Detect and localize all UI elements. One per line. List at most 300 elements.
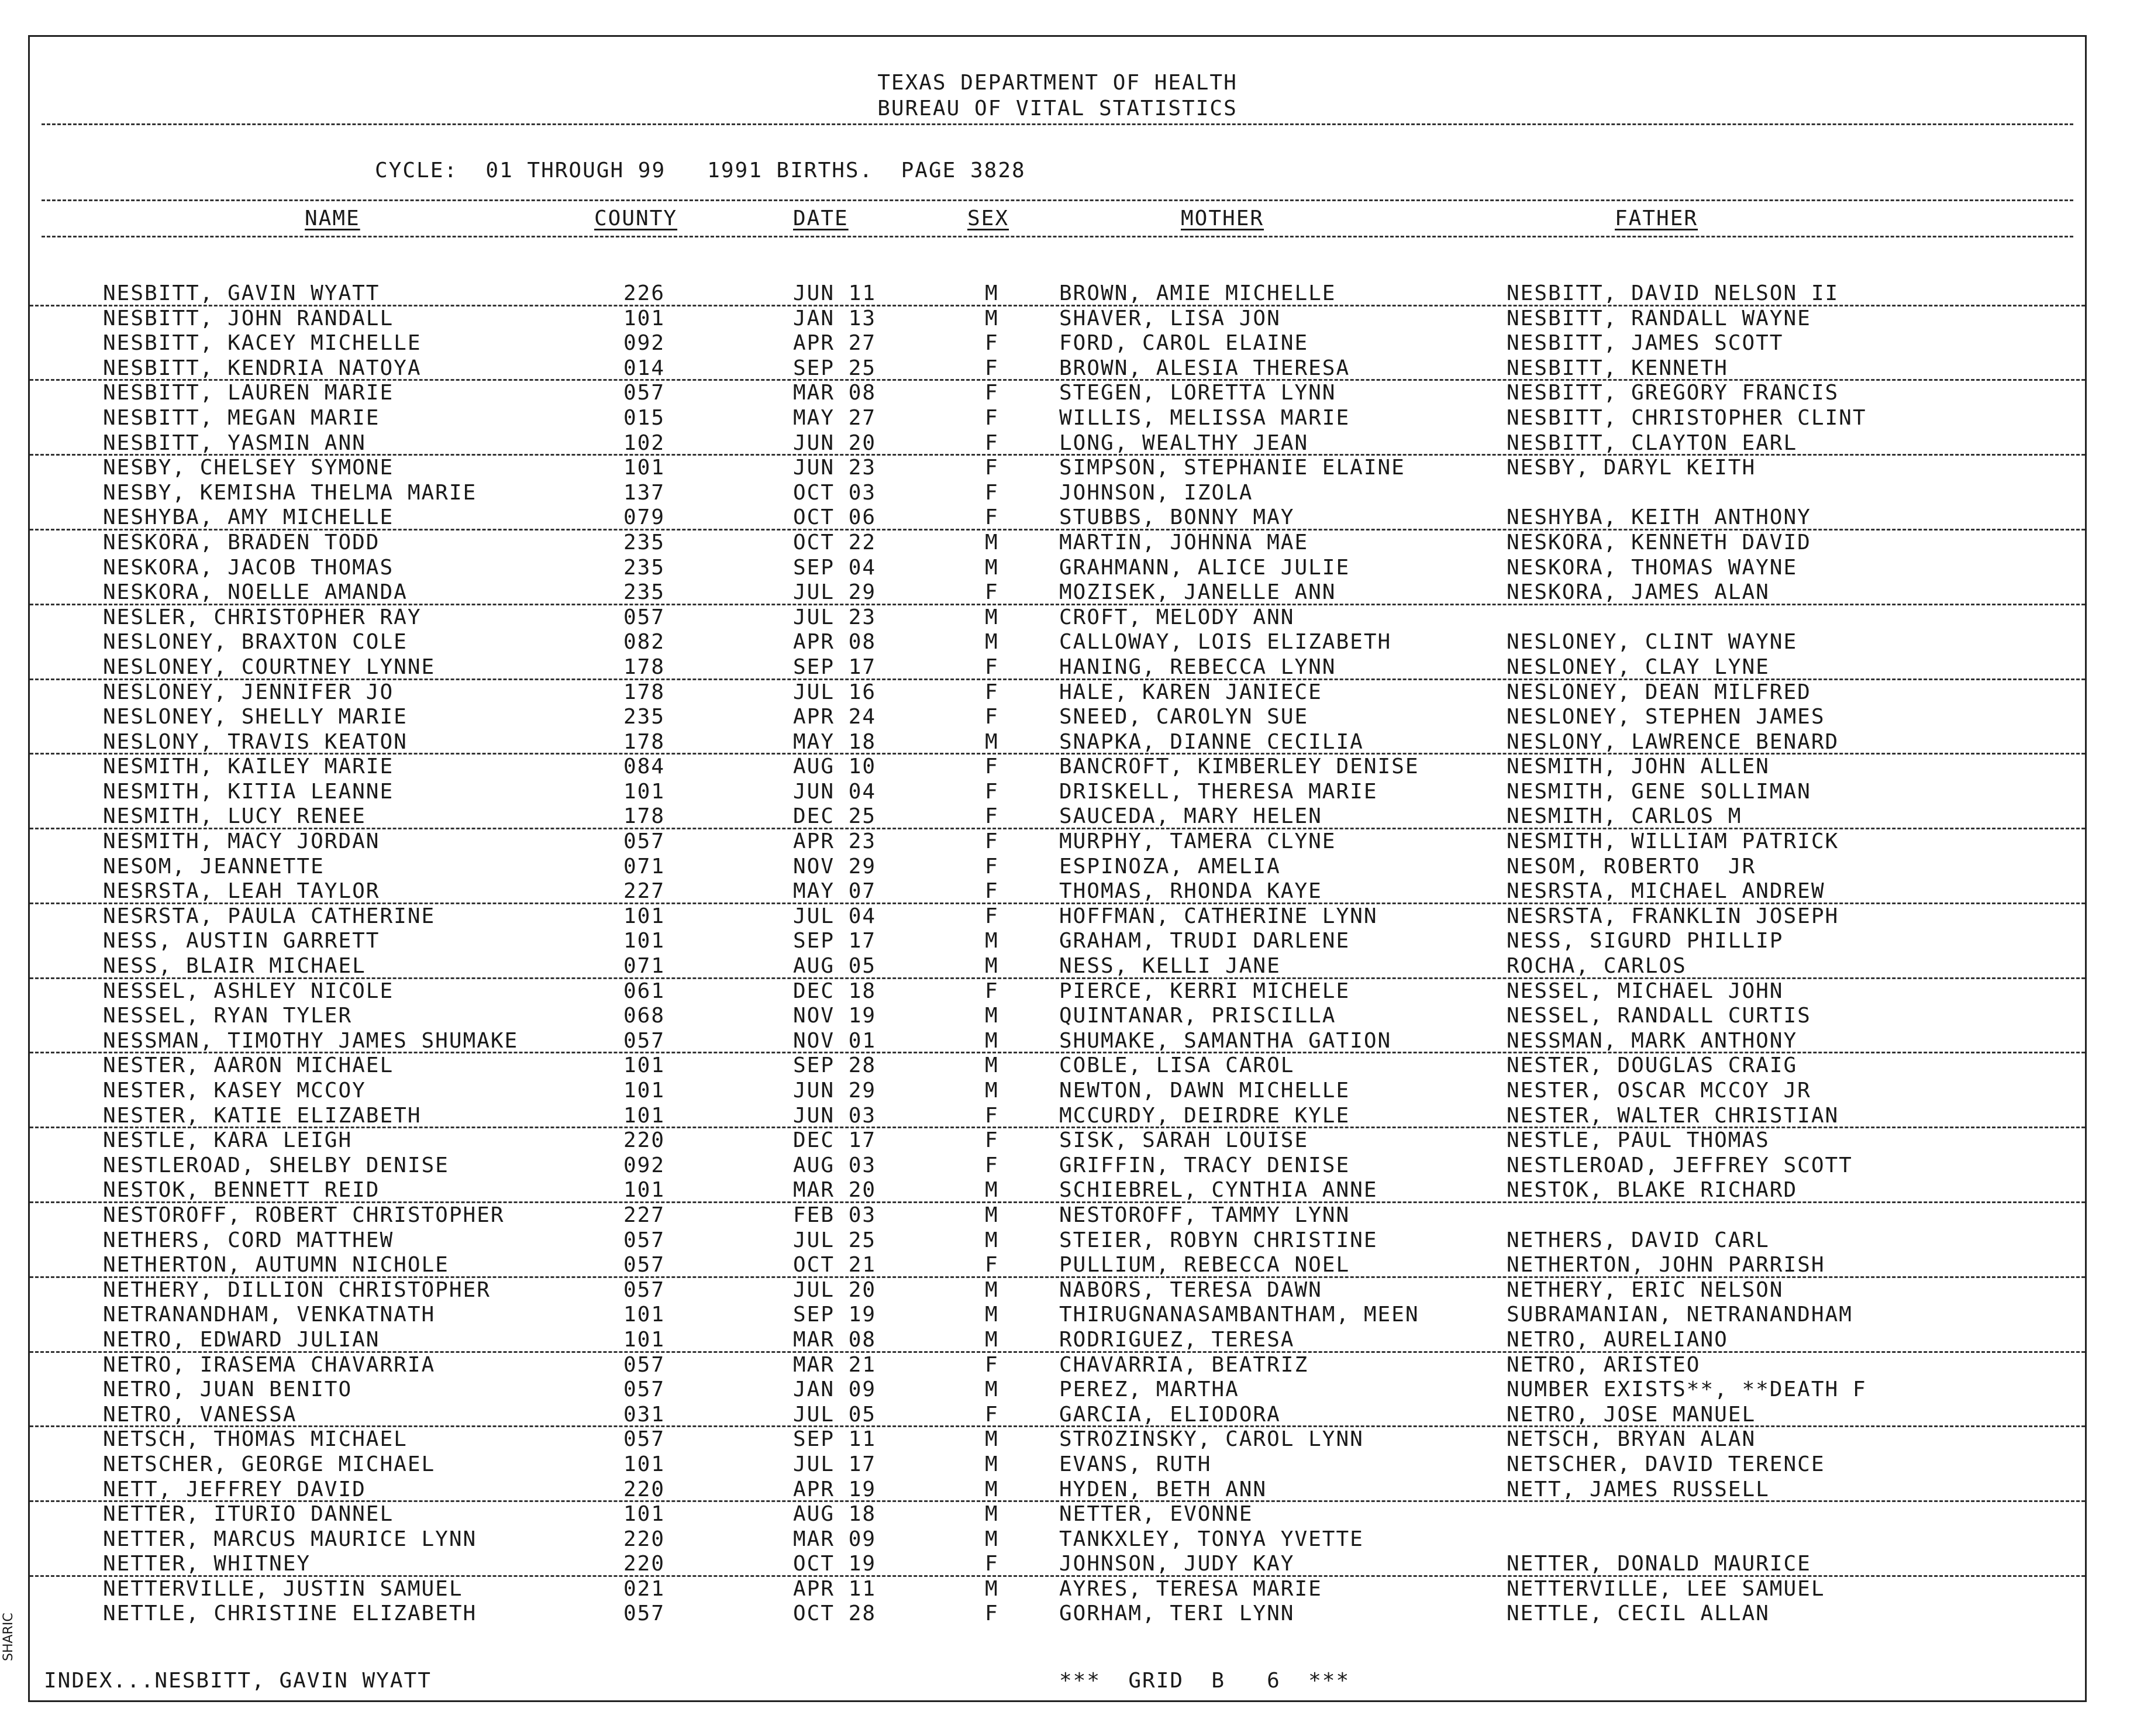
- record-sex: M: [985, 1178, 999, 1203]
- record-mother: MCCURDY, DEIRDRE KYLE: [1059, 1103, 1350, 1128]
- record-mother: NESTOROFF, TAMMY LYNN: [1059, 1203, 1350, 1227]
- record-sex: F: [985, 904, 999, 928]
- record-county: 101: [623, 1103, 666, 1128]
- record-sex: F: [985, 1352, 999, 1377]
- record-mother: STROZINSKY, CAROL LYNN: [1059, 1427, 1364, 1452]
- record-row: [30, 979, 2085, 1004]
- record-date: OCT 19: [793, 1552, 877, 1576]
- record-county: 101: [623, 1502, 666, 1527]
- record-sex: F: [985, 1552, 999, 1576]
- record-row: [30, 1253, 2085, 1278]
- record-father: NETTLE, CECIL ALLAN: [1507, 1601, 1770, 1626]
- record-row: [30, 954, 2085, 979]
- record-father: NESSEL, RANDALL CURTIS: [1507, 1004, 1811, 1028]
- register-page: [28, 35, 2087, 1702]
- record-date: JUN 20: [793, 430, 877, 455]
- record-father: NESBITT, CHRISTOPHER CLINT: [1507, 405, 1867, 430]
- record-name: NESBITT, KACEY MICHELLE: [103, 331, 422, 356]
- record-mother: GRAHAM, TRUDI DARLENE: [1059, 929, 1350, 953]
- record-row: [30, 356, 2085, 381]
- record-sex: M: [985, 1028, 999, 1053]
- record-mother: NABORS, TERESA DAWN: [1059, 1277, 1322, 1302]
- record-date: AUG 03: [793, 1153, 877, 1177]
- record-name: NETSCHER, GEORGE MICHAEL: [103, 1452, 436, 1476]
- record-father: NESKORA, KENNETH DAVID: [1507, 530, 1811, 554]
- record-row: [30, 1128, 2085, 1153]
- record-date: JUL 17: [793, 1452, 877, 1476]
- record-date: JUL 29: [793, 580, 877, 605]
- record-sex: M: [985, 630, 999, 655]
- record-sex: M: [985, 1228, 999, 1252]
- record-father: NETT, JAMES RUSSELL: [1507, 1477, 1770, 1501]
- record-father: NESLONY, LAWRENCE BENARD: [1507, 729, 1839, 754]
- record-date: JAN 09: [793, 1377, 877, 1402]
- record-sex: M: [985, 1303, 999, 1327]
- record-county: 227: [623, 879, 666, 904]
- record-sex: M: [985, 1527, 999, 1551]
- record-father: NETRO, AURELIANO: [1507, 1327, 1728, 1352]
- record-sex: F: [985, 755, 999, 779]
- record-father: NESRSTA, FRANKLIN JOSEPH: [1507, 904, 1839, 928]
- record-date: APR 08: [793, 630, 877, 655]
- record-father: NESTOK, BLAKE RICHARD: [1507, 1178, 1798, 1203]
- record-sex: M: [985, 555, 999, 580]
- record-mother: SISK, SARAH LOUISE: [1059, 1128, 1309, 1153]
- index-line: INDEX...NESBITT, GAVIN WYATT: [44, 1669, 432, 1693]
- record-date: MAR 08: [793, 381, 877, 405]
- record-mother: MOZISEK, JANELLE ANN: [1059, 580, 1336, 605]
- column-rule-bottom: [42, 236, 2073, 237]
- record-date: JUL 05: [793, 1402, 877, 1427]
- record-row: [30, 406, 2085, 431]
- record-name: NESTOK, BENNETT REID: [103, 1178, 380, 1203]
- record-date: JAN 13: [793, 306, 877, 330]
- record-row: [30, 1552, 2085, 1577]
- record-row: [30, 855, 2085, 880]
- record-county: 220: [623, 1477, 666, 1501]
- record-row: [30, 531, 2085, 556]
- record-county: 057: [623, 1228, 666, 1252]
- record-county: 101: [623, 306, 666, 330]
- record-county: 226: [623, 281, 666, 305]
- record-name: NESSEL, ASHLEY NICOLE: [103, 979, 394, 1003]
- record-date: JUL 04: [793, 904, 877, 928]
- record-date: SEP 28: [793, 1053, 877, 1078]
- record-county: 220: [623, 1527, 666, 1551]
- record-sex: F: [985, 680, 999, 704]
- record-name: NETRO, EDWARD JULIAN: [103, 1327, 380, 1352]
- record-name: NETRANANDHAM, VENKATNATH: [103, 1303, 436, 1327]
- record-name: NESRSTA, PAULA CATHERINE: [103, 904, 436, 928]
- record-name: NESTLEROAD, SHELBY DENISE: [103, 1153, 449, 1177]
- record-father: NESLONEY, DEAN MILFRED: [1507, 680, 1811, 704]
- record-name: NESBITT, LAUREN MARIE: [103, 381, 394, 405]
- record-date: AUG 18: [793, 1502, 877, 1527]
- record-name: NESKORA, BRADEN TODD: [103, 530, 380, 554]
- record-mother: STEGEN, LORETTA LYNN: [1059, 381, 1336, 405]
- record-county: 101: [623, 1053, 666, 1078]
- record-mother: STUBBS, BONNY MAY: [1059, 505, 1295, 530]
- record-date: OCT 28: [793, 1601, 877, 1626]
- record-sex: F: [985, 580, 999, 605]
- record-county: 057: [623, 829, 666, 854]
- record-row: [30, 1577, 2085, 1602]
- record-date: SEP 19: [793, 1303, 877, 1327]
- record-mother: PEREZ, MARTHA: [1059, 1377, 1239, 1402]
- record-row: [30, 929, 2085, 954]
- record-sex: M: [985, 929, 999, 953]
- record-row: [30, 1527, 2085, 1552]
- record-county: 101: [623, 779, 666, 804]
- record-sex: F: [985, 1402, 999, 1427]
- record-mother: NETTER, EVONNE: [1059, 1502, 1253, 1527]
- record-row: [30, 1353, 2085, 1378]
- record-row: [30, 730, 2085, 755]
- record-sex: M: [985, 530, 999, 554]
- record-father: NETRO, ARISTEO: [1507, 1352, 1701, 1377]
- record-county: 235: [623, 530, 666, 554]
- record-date: APR 11: [793, 1576, 877, 1601]
- record-date: MAR 08: [793, 1327, 877, 1352]
- record-father: NESBITT, DAVID NELSON II: [1507, 281, 1839, 305]
- record-date: JUL 23: [793, 605, 877, 629]
- record-sex: M: [985, 1377, 999, 1402]
- record-date: NOV 01: [793, 1028, 877, 1053]
- record-sex: F: [985, 1601, 999, 1626]
- record-county: 178: [623, 680, 666, 704]
- record-sex: F: [985, 456, 999, 480]
- record-date: OCT 06: [793, 505, 877, 530]
- record-date: JUN 03: [793, 1103, 877, 1128]
- record-mother: HOFFMAN, CATHERINE LYNN: [1059, 904, 1378, 928]
- record-name: NESLONEY, SHELLY MARIE: [103, 705, 408, 729]
- record-mother: COBLE, LISA CAROL: [1059, 1053, 1295, 1078]
- record-name: NESLONEY, COURTNEY LYNNE: [103, 655, 436, 679]
- record-name: NESMITH, KITIA LEANNE: [103, 779, 394, 804]
- record-county: 084: [623, 755, 666, 779]
- record-mother: MARTIN, JOHNNA MAE: [1059, 530, 1309, 554]
- record-name: NESMITH, KAILEY MARIE: [103, 755, 394, 779]
- record-name: NESTLE, KARA LEIGH: [103, 1128, 353, 1153]
- record-name: NETRO, JUAN BENITO: [103, 1377, 353, 1402]
- record-mother: HANING, REBECCA LYNN: [1059, 655, 1336, 679]
- record-mother: TANKXLEY, TONYA YVETTE: [1059, 1527, 1364, 1551]
- record-row: [30, 505, 2085, 531]
- record-father: NESOM, ROBERTO JR: [1507, 854, 1756, 879]
- record-name: NESBITT, YASMIN ANN: [103, 430, 366, 455]
- record-father: NESLONEY, CLINT WAYNE: [1507, 630, 1798, 655]
- record-date: JUL 25: [793, 1228, 877, 1252]
- record-name: NESBITT, GAVIN WYATT: [103, 281, 380, 305]
- record-mother: THIRUGNANASAMBANTHAM, MEEN: [1059, 1303, 1419, 1327]
- record-father: NETSCHER, DAVID TERENCE: [1507, 1452, 1825, 1476]
- record-row: [30, 1601, 2085, 1627]
- record-county: 057: [623, 605, 666, 629]
- record-date: SEP 25: [793, 356, 877, 380]
- record-county: 101: [623, 1327, 666, 1352]
- record-sex: F: [985, 779, 999, 804]
- record-sex: M: [985, 306, 999, 330]
- record-row: [30, 456, 2085, 481]
- record-sex: F: [985, 655, 999, 679]
- record-sex: M: [985, 281, 999, 305]
- record-row: [30, 605, 2085, 631]
- record-mother: BROWN, AMIE MICHELLE: [1059, 281, 1336, 305]
- record-mother: QUINTANAR, PRISCILLA: [1059, 1004, 1336, 1028]
- record-mother: SNAPKA, DIANNE CECILIA: [1059, 729, 1364, 754]
- record-sex: M: [985, 1427, 999, 1452]
- record-mother: SNEED, CAROLYN SUE: [1059, 705, 1309, 729]
- record-father: NESBITT, RANDALL WAYNE: [1507, 306, 1811, 330]
- record-father: NETTERVILLE, LEE SAMUEL: [1507, 1576, 1825, 1601]
- record-mother: JOHNSON, JUDY KAY: [1059, 1552, 1295, 1576]
- record-name: NESKORA, NOELLE AMANDA: [103, 580, 408, 605]
- record-county: 061: [623, 979, 666, 1003]
- col-header-sex: SEX: [967, 206, 1009, 230]
- record-county: 178: [623, 729, 666, 754]
- record-county: 220: [623, 1552, 666, 1576]
- record-sex: M: [985, 1203, 999, 1227]
- record-mother: PULLIUM, REBECCA NOEL: [1059, 1253, 1350, 1277]
- record-date: JUL 20: [793, 1277, 877, 1302]
- side-mark: SHARIC: [1, 1613, 16, 1661]
- record-father: NETHERTON, JOHN PARRISH: [1507, 1253, 1825, 1277]
- record-county: 057: [623, 1377, 666, 1402]
- record-county: 082: [623, 630, 666, 655]
- record-date: APR 19: [793, 1477, 877, 1501]
- record-name: NETTLE, CHRISTINE ELIZABETH: [103, 1601, 477, 1626]
- record-name: NESSMAN, TIMOTHY JAMES SHUMAKE: [103, 1028, 519, 1053]
- record-row: [30, 804, 2085, 829]
- record-county: 101: [623, 1452, 666, 1476]
- record-date: OCT 03: [793, 480, 877, 505]
- col-header-date: DATE: [793, 206, 849, 230]
- record-county: 071: [623, 954, 666, 979]
- record-sex: F: [985, 879, 999, 904]
- record-county: 015: [623, 405, 666, 430]
- record-mother: NESS, KELLI JANE: [1059, 954, 1281, 979]
- record-sex: F: [985, 1253, 999, 1277]
- record-father: NETTER, DONALD MAURICE: [1507, 1552, 1811, 1576]
- record-county: 068: [623, 1004, 666, 1028]
- record-name: NESOM, JEANNETTE: [103, 854, 325, 879]
- record-name: NESLONEY, JENNIFER JO: [103, 680, 394, 704]
- record-mother: STEIER, ROBYN CHRISTINE: [1059, 1228, 1378, 1252]
- record-county: 102: [623, 430, 666, 455]
- record-father: SUBRAMANIAN, NETRANANDHAM: [1507, 1303, 1853, 1327]
- record-mother: GRAHMANN, ALICE JULIE: [1059, 555, 1350, 580]
- record-father: NESHYBA, KEITH ANTHONY: [1507, 505, 1811, 530]
- record-name: NETRO, IRASEMA CHAVARRIA: [103, 1352, 436, 1377]
- record-date: NOV 29: [793, 854, 877, 879]
- record-row: [30, 1004, 2085, 1029]
- record-name: NESLER, CHRISTOPHER RAY: [103, 605, 422, 629]
- record-father: NESS, SIGURD PHILLIP: [1507, 929, 1784, 953]
- header-rule-top: [42, 123, 2073, 125]
- record-name: NESRSTA, LEAH TAYLOR: [103, 879, 380, 904]
- record-row: [30, 780, 2085, 805]
- record-date: MAY 27: [793, 405, 877, 430]
- record-father: NESMITH, GENE SOLLIMAN: [1507, 779, 1811, 804]
- record-date: AUG 10: [793, 755, 877, 779]
- record-name: NESSEL, RYAN TYLER: [103, 1004, 353, 1028]
- record-sex: F: [985, 381, 999, 405]
- record-row: [30, 1427, 2085, 1452]
- record-date: APR 24: [793, 705, 877, 729]
- record-father: NESSMAN, MARK ANTHONY: [1507, 1028, 1798, 1053]
- record-father: NESRSTA, MICHAEL ANDREW: [1507, 879, 1825, 904]
- record-father: NUMBER EXISTS**, **DEATH F: [1507, 1377, 1867, 1402]
- record-name: NETTERVILLE, JUSTIN SAMUEL: [103, 1576, 463, 1601]
- record-row: [30, 1104, 2085, 1129]
- record-row: [30, 680, 2085, 705]
- record-date: FEB 03: [793, 1203, 877, 1227]
- record-sex: M: [985, 1079, 999, 1103]
- record-row: [30, 381, 2085, 406]
- record-sex: F: [985, 1153, 999, 1177]
- record-date: DEC 17: [793, 1128, 877, 1153]
- record-father: NESBITT, KENNETH: [1507, 356, 1728, 380]
- record-mother: THOMAS, RHONDA KAYE: [1059, 879, 1322, 904]
- record-date: MAR 09: [793, 1527, 877, 1551]
- record-father: NESLONEY, CLAY LYNE: [1507, 655, 1770, 679]
- record-county: 101: [623, 904, 666, 928]
- record-mother: PIERCE, KERRI MICHELE: [1059, 979, 1350, 1003]
- record-date: MAR 21: [793, 1352, 877, 1377]
- record-county: 137: [623, 480, 666, 505]
- record-mother: SCHIEBREL, CYNTHIA ANNE: [1059, 1178, 1378, 1203]
- agency-title: TEXAS DEPARTMENT OF HEALTH: [877, 71, 1238, 95]
- record-sex: F: [985, 829, 999, 854]
- record-county: 101: [623, 1303, 666, 1327]
- record-father: NESTLE, PAUL THOMAS: [1507, 1128, 1770, 1153]
- record-mother: BROWN, ALESIA THERESA: [1059, 356, 1350, 380]
- record-sex: M: [985, 1452, 999, 1476]
- record-date: NOV 19: [793, 1004, 877, 1028]
- record-father: NESKORA, JAMES ALAN: [1507, 580, 1770, 605]
- record-name: NESBITT, JOHN RANDALL: [103, 306, 394, 330]
- col-header-county: COUNTY: [594, 206, 678, 230]
- record-row: [30, 1079, 2085, 1104]
- record-date: JUN 04: [793, 779, 877, 804]
- record-mother: FORD, CAROL ELAINE: [1059, 331, 1309, 356]
- record-row: [30, 1278, 2085, 1303]
- record-name: NESBITT, KENDRIA NATOYA: [103, 356, 422, 380]
- record-father: NESBY, DARYL KEITH: [1507, 456, 1756, 480]
- record-county: 227: [623, 1203, 666, 1227]
- record-sex: M: [985, 1477, 999, 1501]
- record-date: SEP 17: [793, 929, 877, 953]
- record-father: NESBITT, GREGORY FRANCIS: [1507, 381, 1839, 405]
- record-father: NETHERY, ERIC NELSON: [1507, 1277, 1784, 1302]
- record-father: NESMITH, JOHN ALLEN: [1507, 755, 1770, 779]
- record-date: MAY 18: [793, 729, 877, 754]
- record-mother: DRISKELL, THERESA MARIE: [1059, 779, 1378, 804]
- record-date: JUN 23: [793, 456, 877, 480]
- record-sex: F: [985, 854, 999, 879]
- record-sex: F: [985, 331, 999, 356]
- record-row: [30, 1377, 2085, 1403]
- record-date: MAY 07: [793, 879, 877, 904]
- record-date: OCT 21: [793, 1253, 877, 1277]
- cycle-line: CYCLE: 01 THROUGH 99 1991 BIRTHS. PAGE 3828: [375, 159, 1026, 182]
- record-mother: JOHNSON, IZOLA: [1059, 480, 1253, 505]
- record-name: NESKORA, JACOB THOMAS: [103, 555, 394, 580]
- record-mother: CHAVARRIA, BEATRIZ: [1059, 1352, 1309, 1377]
- record-county: 057: [623, 1028, 666, 1053]
- record-county: 071: [623, 854, 666, 879]
- record-date: AUG 05: [793, 954, 877, 979]
- record-mother: WILLIS, MELISSA MARIE: [1059, 405, 1350, 430]
- record-mother: GARCIA, ELIODORA: [1059, 1402, 1281, 1427]
- record-name: NESMITH, MACY JORDAN: [103, 829, 380, 854]
- record-name: NESS, AUSTIN GARRETT: [103, 929, 380, 953]
- record-mother: RODRIGUEZ, TERESA: [1059, 1327, 1295, 1352]
- record-row: [30, 580, 2085, 605]
- record-sex: M: [985, 954, 999, 979]
- record-row: [30, 1303, 2085, 1328]
- record-mother: SIMPSON, STEPHANIE ELAINE: [1059, 456, 1405, 480]
- record-father: NESBITT, CLAYTON EARL: [1507, 430, 1798, 455]
- record-mother: NEWTON, DAWN MICHELLE: [1059, 1079, 1350, 1103]
- record-name: NESTER, KATIE ELIZABETH: [103, 1103, 422, 1128]
- record-father: NETSCH, BRYAN ALAN: [1507, 1427, 1756, 1452]
- record-name: NESHYBA, AMY MICHELLE: [103, 505, 394, 530]
- record-father: NESBITT, JAMES SCOTT: [1507, 331, 1784, 356]
- record-mother: CROFT, MELODY ANN: [1059, 605, 1295, 629]
- record-row: [30, 655, 2085, 680]
- record-mother: ESPINOZA, AMELIA: [1059, 854, 1281, 879]
- record-sex: F: [985, 430, 999, 455]
- record-county: 235: [623, 580, 666, 605]
- record-father: NESLONEY, STEPHEN JAMES: [1507, 705, 1825, 729]
- record-county: 031: [623, 1402, 666, 1427]
- record-date: OCT 22: [793, 530, 877, 554]
- record-sex: M: [985, 1327, 999, 1352]
- record-name: NETTER, MARCUS MAURICE LYNN: [103, 1527, 477, 1551]
- record-date: SEP 11: [793, 1427, 877, 1452]
- record-sex: F: [985, 1103, 999, 1128]
- record-mother: CALLOWAY, LOIS ELIZABETH: [1059, 630, 1392, 655]
- bureau-title: BUREAU OF VITAL STATISTICS: [877, 97, 1238, 120]
- record-name: NETHERY, DILLION CHRISTOPHER: [103, 1277, 491, 1302]
- record-row: [30, 1228, 2085, 1253]
- record-county: 021: [623, 1576, 666, 1601]
- record-row: [30, 904, 2085, 929]
- record-county: 092: [623, 1153, 666, 1177]
- col-header-name: NAME: [305, 206, 360, 230]
- record-row: [30, 1452, 2085, 1477]
- record-father: NESTER, OSCAR MCCOY JR: [1507, 1079, 1811, 1103]
- record-mother: GRIFFIN, TRACY DENISE: [1059, 1153, 1350, 1177]
- record-row: [30, 829, 2085, 855]
- record-row: [30, 556, 2085, 581]
- record-sex: M: [985, 729, 999, 754]
- record-father: NETRO, JOSE MANUEL: [1507, 1402, 1756, 1427]
- record-county: 092: [623, 331, 666, 356]
- record-mother: GORHAM, TERI LYNN: [1059, 1601, 1295, 1626]
- record-name: NETHERTON, AUTUMN NICHOLE: [103, 1253, 449, 1277]
- record-name: NESLONY, TRAVIS KEATON: [103, 729, 408, 754]
- records-list: [30, 281, 2085, 1627]
- record-county: 057: [623, 381, 666, 405]
- record-father: NESKORA, THOMAS WAYNE: [1507, 555, 1798, 580]
- record-county: 057: [623, 1253, 666, 1277]
- record-sex: F: [985, 804, 999, 829]
- grid-reference: *** GRID B 6 ***: [1059, 1669, 1350, 1693]
- record-row: [30, 1203, 2085, 1228]
- record-county: 014: [623, 356, 666, 380]
